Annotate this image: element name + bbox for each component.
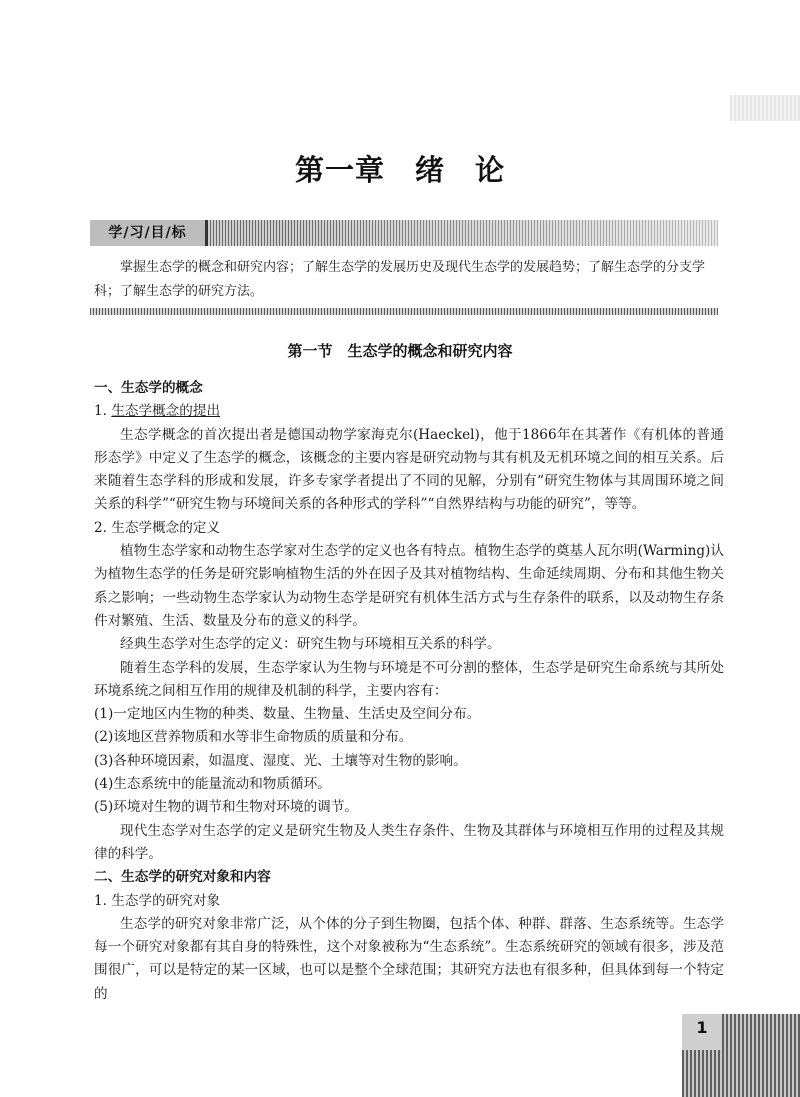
part1-sub1-title: [94, 400, 724, 423]
list-item: (5)环境对生物的调节和生物对环境的调节。: [94, 799, 358, 816]
list-item: (3)各种环境因素，如温度、湿度、光、土壤等对生物的影响。: [94, 752, 467, 769]
part2-heading: 二、生态学的研究对象和内容: [94, 869, 271, 886]
list-item: (1)一定地区内生物的种类、数量、生物量、生活史及空间分布。: [94, 706, 481, 723]
part1-heading: 一、生态学的概念: [94, 380, 203, 396]
objectives-label: 学/习/目/标: [90, 220, 208, 246]
part1-sub1-num: 1.: [94, 403, 107, 420]
paragraph: 经典生态学对生态学的定义：研究生物与环境相互关系的科学。: [120, 636, 501, 653]
objectives-text: 掌握生态学的概念和研究内容；了解生态学的发展历史及现代生态学的发展趋势；了解生态学的分支学科；了解生态学的研究方法。: [94, 260, 706, 299]
list-item: (2)该地区营养物质和水等非生命物质的质量和分布。: [94, 729, 413, 746]
paragraph: 随着生态学科的发展，生态学家认为生物与环境是不可分割的整体，生态学是研究生命系统与其所处环境系统之间相互作用的规律及机制的科学，主要内容有：: [94, 659, 724, 699]
chapter-title: 第一章 绪 论: [294, 153, 505, 187]
body-text: [94, 377, 724, 1006]
paragraph: 生态学的研究对象非常广泛，从个体的分子到生物圈，包括个体、种群、群落、生态系统等。生态学每一个研究对象都有其自身的特殊性，这个对象被称为“生态系统”。生态系统研究的领域有很多，涉及范围很广，可以是特定的某一区域，也可以是整个全球范围；其研究方法也有很多种，但具体到每一个特定的: [94, 915, 724, 1002]
objectives-divider: [90, 308, 718, 315]
section-title: 第一节 生态学的概念和研究内容: [287, 342, 513, 360]
paragraph: 植物生态学家和动物生态学家对生态学的定义也各有特点。植物生态学的奠基人瓦尔明(Warming)认为植物生态学的任务是研究影响植物生活的外在因子及其对植物结构、生命延续周期、分布和其他生物关系之影响；一些动物生态学家认为动物生态学是研究有机体生活方式与生存条件的联系，以及动物生存条件对繁殖、生活、数量及分布的意义的科学。: [94, 543, 724, 629]
paragraph: 生态学概念的首次提出者是德国动物学家海克尔(Haeckel)，他于1866年在其著作《有机体的普通形态学》中定义了生态学的概念，该概念的主要内容是研究动物与其有机及无机环境之间的相互关系。后来随着生态学科的形成和发展，许多专家学者提出了不同的见解，分别有“研究生物体与其周围环境之间关系的科学”“研究生物与环境间关系的各种形式的学科”“自然界结构与功能的研究”，等等。: [94, 426, 724, 513]
part2-sub1-title: 1. 生态学的研究对象: [94, 892, 221, 909]
corner-decoration: [730, 95, 800, 121]
part1-sub1-title-text: 生态学概念的提出: [111, 403, 221, 420]
page-number: 1: [696, 1018, 708, 1037]
page-tab: [682, 1014, 800, 1097]
paragraph: 现代生态学对生态学的定义是研究生物及人类生存条件、生物及其群体与环境相互作用的过程及其规律的科学。: [94, 822, 724, 862]
list-item: (4)生态系统中的能量流动和物质循环。: [94, 776, 331, 793]
part1-sub2-title: 2. 生态学概念的定义: [94, 519, 221, 536]
